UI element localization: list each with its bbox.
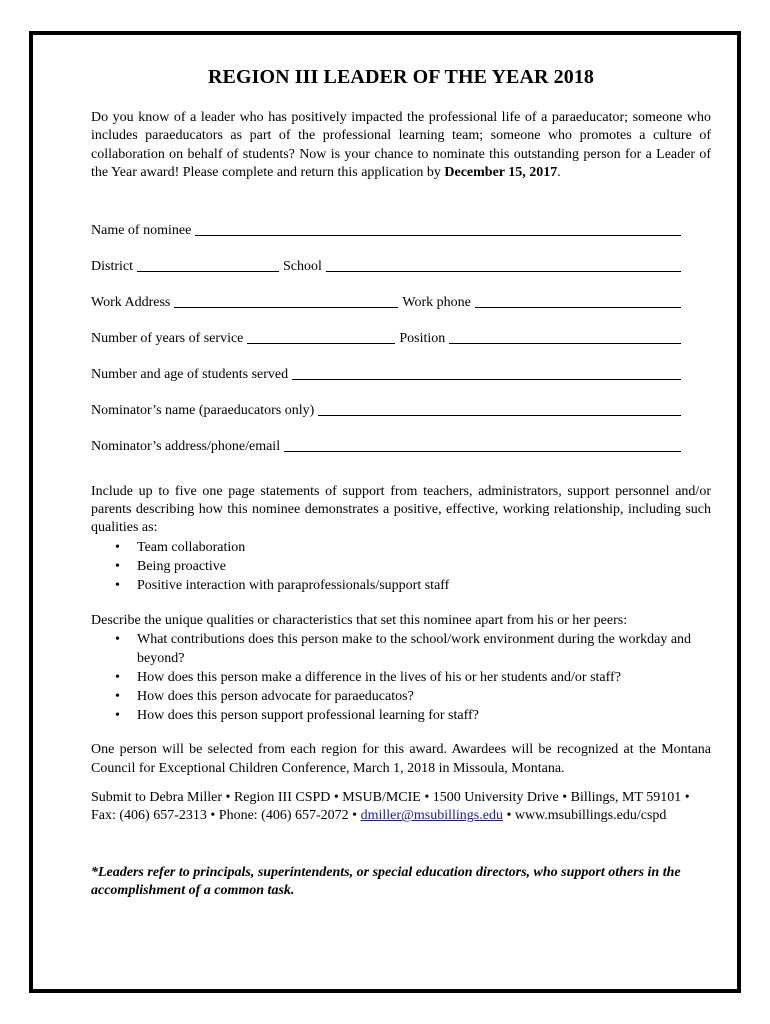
list-item-text: How does this person support professional learning for staff? xyxy=(137,708,479,724)
district-label: District xyxy=(91,258,133,274)
submit-address: Submit to Debra Miller • Region III CSPD • MSUB/MCIE • 1500 University Drive • Billings, MT 59101 • Fax: (406) 657-2313 • Phone: (406) 657-2072 • xyxy=(91,790,690,824)
school-label: School xyxy=(283,258,322,274)
students-served-field[interactable] xyxy=(292,379,681,380)
form-title: REGION III LEADER OF THE YEAR 2018 xyxy=(207,66,595,88)
list-item xyxy=(115,576,711,595)
describe-list xyxy=(91,630,711,725)
position-field[interactable] xyxy=(449,343,681,344)
school-field[interactable] xyxy=(326,271,681,272)
submit-website: • www.msubillings.edu/cspd xyxy=(502,808,667,824)
deadline-date: December 15, 2017 xyxy=(444,165,558,181)
list-item xyxy=(115,630,711,668)
list-item xyxy=(115,706,711,725)
leaders-footnote: *Leaders refer to principals, superintendents, or special education directors, who support others in the accomplishment of a common task. xyxy=(91,864,681,898)
describe-paragraph: Describe the unique qualities or characteristics that set this nominee apart from his or her peers: xyxy=(91,612,628,628)
list-item xyxy=(115,557,711,576)
bullet-icon: • xyxy=(115,577,120,593)
intro-end: . xyxy=(557,165,561,181)
intro-paragraph xyxy=(91,109,711,183)
list-item xyxy=(115,668,711,687)
nominator-name-label: Nominator’s name (paraeducators only) xyxy=(91,402,315,418)
submit-paragraph xyxy=(91,789,711,826)
service-position-row xyxy=(91,311,711,347)
support-list xyxy=(91,538,711,595)
bullet-icon: • xyxy=(115,708,120,724)
list-item xyxy=(115,687,711,706)
list-item xyxy=(115,538,711,557)
nominator-name-field[interactable] xyxy=(318,415,681,416)
bullet-icon: • xyxy=(115,670,120,686)
form-content xyxy=(91,66,711,900)
years-of-service-label: Number of years of service xyxy=(91,330,244,346)
bullet-icon: • xyxy=(115,632,120,648)
bullet-icon: • xyxy=(115,558,120,574)
nominee-name-field[interactable] xyxy=(195,235,681,236)
list-item-text: Positive interaction with paraprofessionals/support staff xyxy=(137,577,450,593)
support-paragraph: Include up to five one page statements of support from teachers, administrators, support personnel and/or parents describing how this nominee demonstrates a positive, effective, working relationship, including such qualities as: xyxy=(91,483,711,536)
bullet-icon: • xyxy=(115,539,120,555)
work-row xyxy=(91,275,711,311)
email-link[interactable]: dmiller@msubillings.edu xyxy=(360,808,503,824)
nominator-contact-row xyxy=(91,419,711,455)
nominator-name-row xyxy=(91,383,711,419)
nominee-name-label: Name of nominee xyxy=(91,222,192,238)
bullet-icon: • xyxy=(115,689,120,705)
list-item-text: Team collaboration xyxy=(137,539,246,555)
nominator-contact-field[interactable] xyxy=(284,451,681,452)
work-phone-field[interactable] xyxy=(475,307,681,308)
list-item-text: How does this person make a difference in the lives of his or her students and/or staff? xyxy=(137,670,621,686)
list-item-text: What contributions does this person make to the school/work environment during the workday and beyond? xyxy=(137,632,692,667)
list-item-text: How does this person advocate for paraeducatos? xyxy=(137,689,414,705)
work-address-label: Work Address xyxy=(91,294,171,310)
nominee-name-row xyxy=(91,203,711,239)
list-item-text: Being proactive xyxy=(137,558,227,574)
work-phone-label: Work phone xyxy=(402,294,471,310)
students-served-label: Number and age of students served xyxy=(91,366,289,382)
work-address-field[interactable] xyxy=(174,307,398,308)
years-of-service-field[interactable] xyxy=(247,343,395,344)
position-label: Position xyxy=(399,330,446,346)
intro-text: Do you know of a leader who has positively impacted the professional life of a paraeducator; someone who includes paraeducators as part of the professional learning team; someone who promotes a culture of collaboration on behalf of students? Now is your chance to nominate this outstanding person for a Leader of the Year award! Please complete and return this application by xyxy=(91,110,711,181)
students-served-row xyxy=(91,347,711,383)
nominator-contact-label: Nominator’s address/phone/email xyxy=(91,438,281,454)
district-school-row xyxy=(91,239,711,275)
selection-paragraph: One person will be selected from each region for this award. Awardees will be recognized at the Montana Council for Exceptional Children Conference, March 1, 2018 in Missoula, Montana. xyxy=(91,742,711,776)
district-field[interactable] xyxy=(137,271,279,272)
